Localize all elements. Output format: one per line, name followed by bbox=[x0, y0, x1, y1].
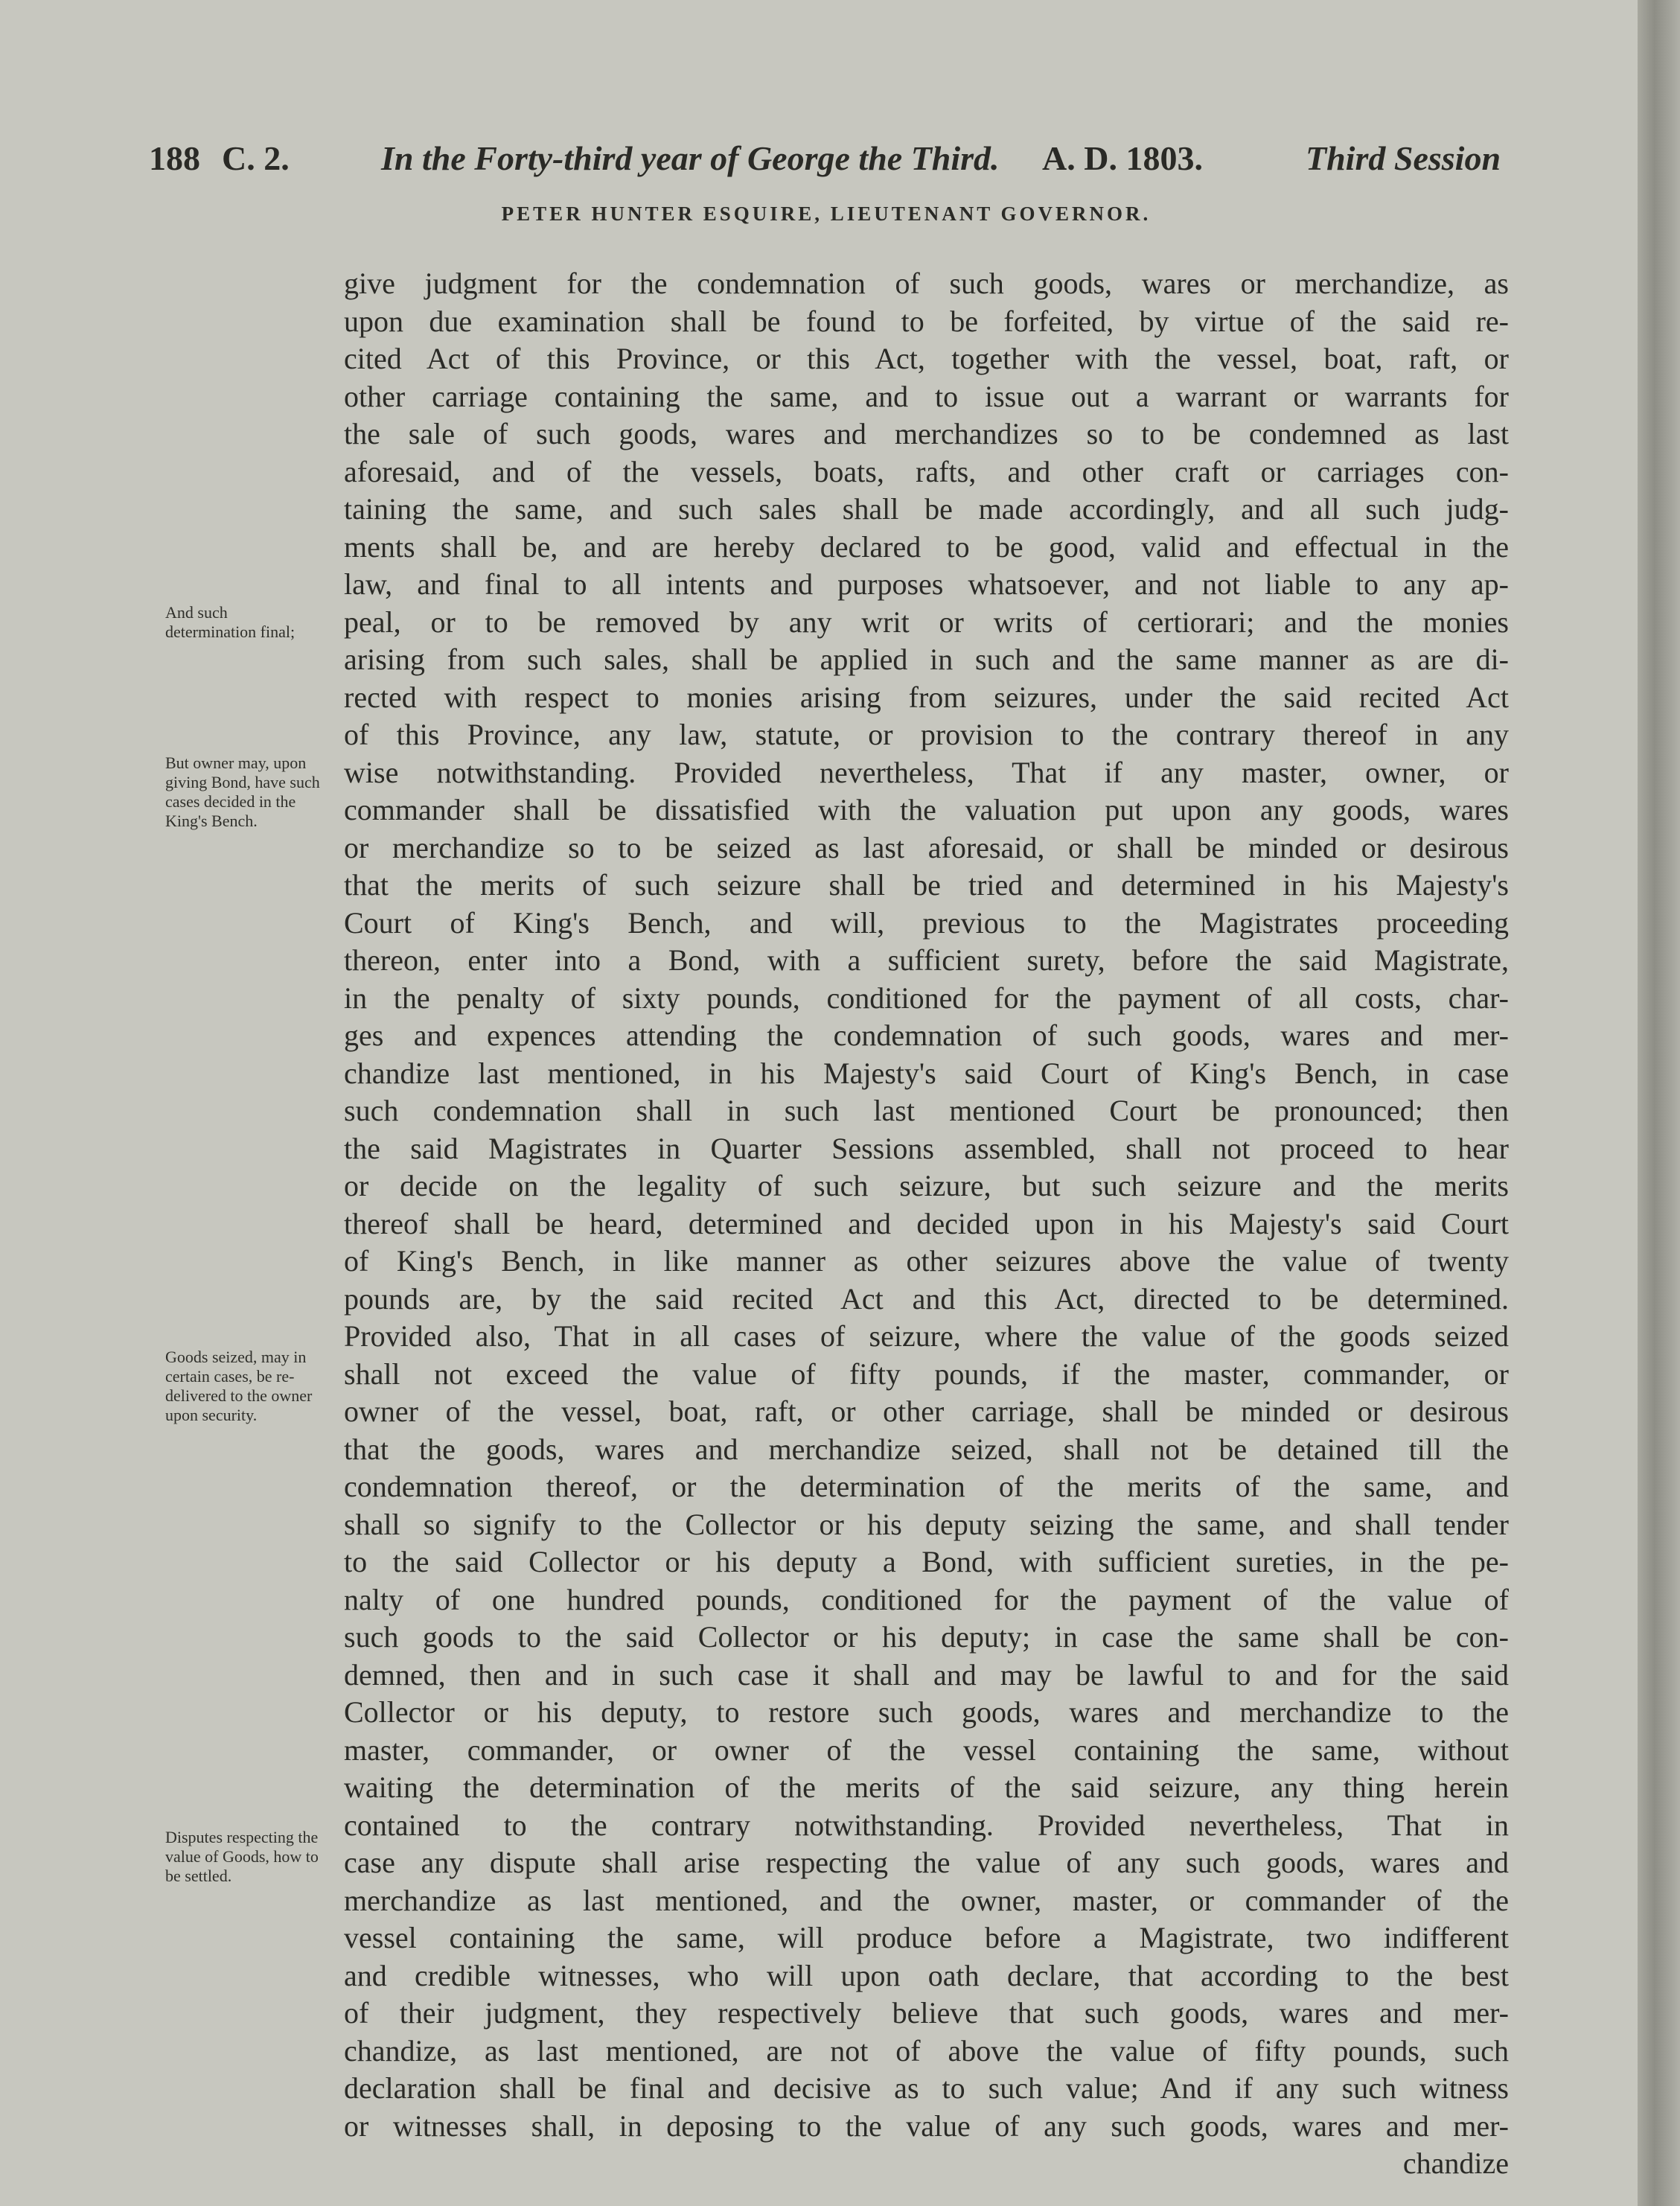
text-line: that the merits of such seizure shall be tried and determined in his Majesty's bbox=[344, 868, 1509, 902]
text-line: law, and final to all intents and purposes whatsoever, and not liable to any ap- bbox=[344, 567, 1509, 601]
text-line: or merchandize so to be seized as last aforesaid, or shall be minded or desirous bbox=[344, 830, 1509, 864]
text-line: that the goods, wares and merchandize seized, shall not be detained till the bbox=[344, 1432, 1509, 1466]
text-line: contained to the contrary notwithstanding. Provided nevertheless, That in bbox=[344, 1808, 1509, 1842]
header-session: Third Session bbox=[1306, 139, 1501, 177]
book-gutter bbox=[1638, 0, 1680, 2206]
text-line: shall not exceed the value of fifty pounds, if the master, commander, or bbox=[344, 1357, 1509, 1391]
text-line: pounds are, by the said recited Act and this Act, directed to be determined. bbox=[344, 1281, 1509, 1316]
text-line: other carriage containing the same, and to issue out a warrant or warrants for bbox=[344, 379, 1509, 413]
text-line: Provided also, That in all cases of seizure, where the value of the goods seized bbox=[344, 1319, 1509, 1353]
catchword: chandize bbox=[1402, 2146, 1509, 2180]
text-line: of their judgment, they respectively believe that such goods, wares and mer- bbox=[344, 1996, 1509, 2030]
text-line: or decide on the legality of such seizure, but such seizure and the merits bbox=[344, 1169, 1509, 1202]
text-line: such condemnation shall in such last mentioned Court be pronounced; then bbox=[344, 1094, 1509, 1127]
text-line: of this Province, any law, statute, or provision to the contrary thereof in any bbox=[344, 718, 1509, 751]
text-line: case any dispute shall arise respecting the value of any such goods, wares and bbox=[344, 1846, 1509, 1879]
text-line: to the said Collector or his deputy a Bond, with sufficient sureties, in the pe- bbox=[344, 1545, 1509, 1578]
header-title: In the Forty-third year of George the Third. bbox=[381, 139, 1000, 177]
running-header bbox=[149, 138, 1504, 186]
text-line: rected with respect to monies arising from seizures, under the said recited Act bbox=[344, 680, 1509, 714]
text-line: vessel containing the same, will produce before a Magistrate, two indifferent bbox=[344, 1921, 1509, 1954]
text-line: chandize last mentioned, in his Majesty's said Court of King's Bench, in case bbox=[344, 1056, 1509, 1090]
text-line: of King's Bench, in like manner as other seizures above the value of twenty bbox=[344, 1244, 1509, 1278]
text-line: the said Magistrates in Quarter Sessions assembled, shall not proceed to hear bbox=[344, 1131, 1509, 1165]
text-line: Court of King's Bench, and will, previous to the Magistrates proceeding bbox=[344, 905, 1509, 940]
text-line: peal, or to be removed by any writ or writs of certiorari; and the monies bbox=[344, 605, 1509, 639]
text-line: and credible witnesses, who will upon oath declare, that according to the best bbox=[344, 1958, 1509, 1992]
text-line: taining the same, and such sales shall be made accordingly, and all such judg- bbox=[344, 492, 1509, 526]
subheading: PETER HUNTER ESQUIRE, LIEUTENANT GOVERNOR. bbox=[501, 203, 1152, 225]
header-year: A. D. 1803. bbox=[1042, 139, 1203, 177]
text-line: commander shall be dissatisfied with the valuation put upon any goods, wares bbox=[344, 793, 1509, 826]
chapter-label: C. 2. bbox=[222, 139, 290, 177]
text-line: Collector or his deputy, to restore such goods, wares and merchandize to the bbox=[344, 1695, 1509, 1729]
text-line: such goods to the said Collector or his deputy; in case the same shall be con- bbox=[344, 1620, 1509, 1654]
margin-note: And such determination final; bbox=[165, 603, 296, 641]
page-number: 188 bbox=[149, 139, 200, 177]
text-line: waiting the determination of the merits of the said seizure, any thing herein bbox=[344, 1770, 1509, 1804]
text-line: condemnation thereof, or the determination of the merits of the same, and bbox=[344, 1470, 1509, 1503]
text-line: cited Act of this Province, or this Act, together with the vessel, boat, raft, or bbox=[344, 342, 1509, 375]
text-line: arising from such sales, shall be applied in such and the same manner as are di- bbox=[344, 643, 1509, 676]
text-line: or witnesses shall, in deposing to the value of any such goods, wares and mer- bbox=[344, 2108, 1509, 2143]
text-line: ments shall be, and are hereby declared to be good, valid and effectual in the bbox=[344, 529, 1509, 564]
text-line: demned, then and in such case it shall and may be lawful to and for the said bbox=[344, 1657, 1509, 1692]
margin-note: Disputes respecting the value of Goods, how to be settled. bbox=[165, 1828, 319, 1885]
text-line: merchandize as last mentioned, and the owner, master, or commander of the bbox=[344, 1883, 1509, 1917]
margin-note: But owner may, upon giving Bond, have such cases decided in the King's Bench. bbox=[165, 753, 320, 830]
text-line: shall so signify to the Collector or his deputy seizing the same, and shall tender bbox=[344, 1507, 1509, 1541]
text-line: thereon, enter into a Bond, with a sufficient surety, before the said Magistrate, bbox=[344, 943, 1509, 977]
text-line: the sale of such goods, wares and merchandizes so to be condemned as last bbox=[344, 417, 1509, 450]
margin-note: Goods seized, may in certain cases, be re-delivered to the owner upon security. bbox=[165, 1348, 313, 1424]
text-line: master, commander, or owner of the vessel containing the same, without bbox=[344, 1732, 1509, 1767]
body-text bbox=[344, 265, 1509, 2183]
text-line: chandize, as last mentioned, are not of above the value of fifty pounds, such bbox=[344, 2033, 1509, 2068]
text-line: wise notwithstanding. Provided nevertheless, That if any master, owner, or bbox=[344, 755, 1509, 789]
text-line: give judgment for the condemnation of such goods, wares or merchandize, as bbox=[344, 267, 1509, 300]
text-line: in the penalty of sixty pounds, conditioned for the payment of all costs, char- bbox=[344, 981, 1509, 1015]
text-line: owner of the vessel, boat, raft, or other carriage, shall be minded or desirous bbox=[344, 1394, 1509, 1428]
text-line: upon due examination shall be found to be forfeited, by virtue of the said re- bbox=[344, 304, 1509, 338]
text-line: thereof shall be heard, determined and decided upon in his Majesty's said Court bbox=[344, 1206, 1509, 1240]
text-line: declaration shall be final and decisive as to such value; And if any such witness bbox=[344, 2071, 1509, 2105]
text-line: aforesaid, and of the vessels, boats, rafts, and other craft or carriages con- bbox=[344, 454, 1509, 488]
text-line: ges and expences attending the condemnation of such goods, wares and mer- bbox=[344, 1018, 1509, 1052]
text-line: nalty of one hundred pounds, conditioned for the payment of the value of bbox=[344, 1582, 1509, 1616]
